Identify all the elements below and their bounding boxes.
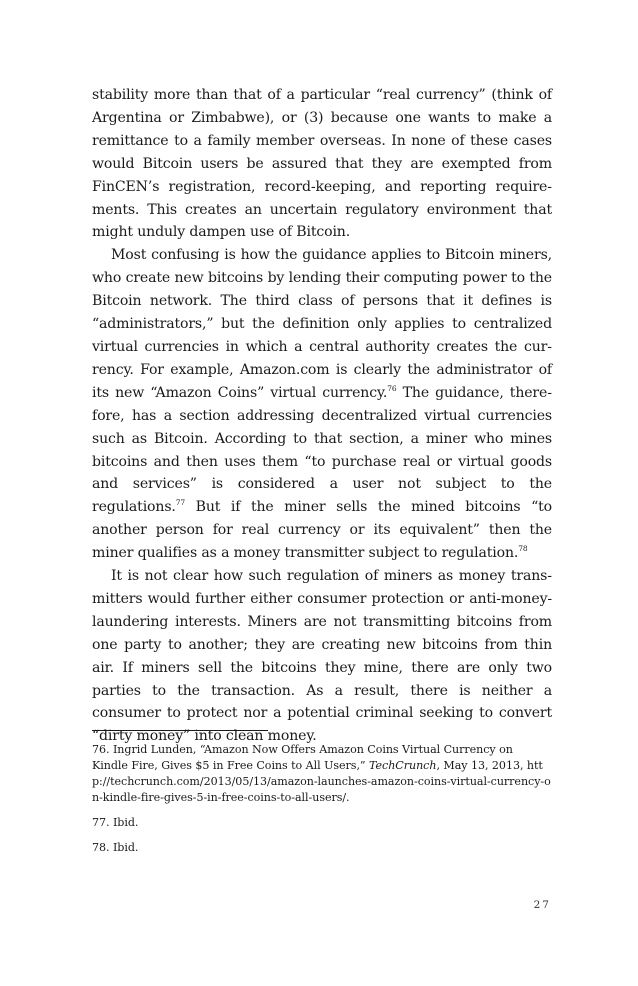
footnote-divider xyxy=(92,730,268,731)
footnote-text: 76. Ingrid Lunden, “Amazon Now Offers Amazon Coins Virtual Currency on Kindle Fire, Gives $5 in Free Coins to All Users,” xyxy=(92,743,513,772)
body-text xyxy=(92,84,552,748)
paragraph-bitcoin-miners xyxy=(92,244,552,565)
page-number: 27 xyxy=(533,899,551,911)
footnote-77: 77. Ibid. xyxy=(92,816,139,829)
paragraph-text: But if the miner sells the mined bitcoins “to another person for real currency or its equivalent” then the miner qualifies as a money transmitter subject to regulation. xyxy=(92,499,552,562)
footnotes xyxy=(92,742,552,865)
footnote-url-link[interactable]: http://techcrunch.com/2013/05/13/amazon-launches-amazon-coins-virtual-currency-on-kindle-fire-gives-5-in-free-coins-to-all-users/. xyxy=(92,759,551,804)
paragraph-continued: stability more than that of a particular “real currency” (think of Argentina or Zimbabwe), or (3) because one wants to make a remittance to a family member overseas. In none of these cases would Bitcoin users be assured that they are exempted from FinCEN’s registration, record-keeping, and reporting requirements. This creates an uncertain regulatory environment that might unduly dampen use of Bitcoin. xyxy=(92,87,552,241)
footnote-ref-76: 76 xyxy=(387,383,397,393)
footnote-ref-77: 77 xyxy=(175,498,185,508)
footnote-source: TechCrunch xyxy=(369,759,437,772)
footnote-78: 78. Ibid. xyxy=(92,841,139,854)
footnote-ref-78: 78 xyxy=(518,544,528,554)
paragraph-text: Most confusing is how the guidance applies to Bitcoin miners, who create new bitcoins by lending their computing power to the Bitcoin network. The third class of persons that it defines is “administrators,” but the definition only applies to centralized virtual currencies in which a central authority creates the currency. For example, Amazon.com is clearly the administrator of its new “Amazon Coins” virtual currency. xyxy=(92,247,552,401)
paragraph-money-transmitters: It is not clear how such regulation of miners as money transmitters would further either consumer protection or anti-money-laundering interests. Miners are not transmitting bitcoins from one party to another; they are creating new bitcoins from thin air. If miners sell the bitcoins they mine, there are only two parties to the transaction. As a result, there is neither a consumer to protect nor a potential criminal seeking to convert “dirty money” into clean money. xyxy=(92,568,552,745)
paragraph-text: The guidance, therefore, has a section addressing decentralized virtual currencies such as Bitcoin. According to that section, a miner who mines bitcoins and then uses them “to purchase real or virtual goods and services” is considered a user not subject to the regulations. xyxy=(92,384,552,516)
footnote-date: , May 13, 2013, xyxy=(436,759,527,772)
footnote-76 xyxy=(92,742,552,806)
